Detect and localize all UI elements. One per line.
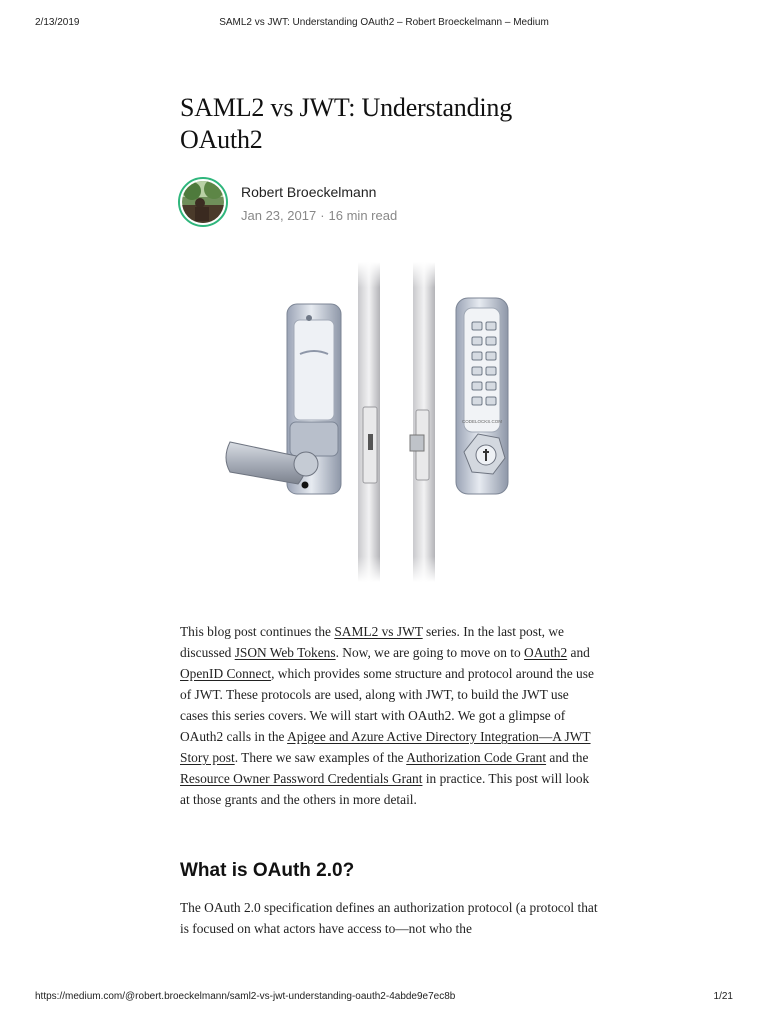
link-resource-owner-password-grant[interactable]: Resource Owner Password Credentials Grant (180, 771, 423, 786)
print-header (0, 17, 768, 31)
oauth-definition-paragraph: The OAuth 2.0 specification defines an authorization protocol (a protocol that is focused on what actors have access to—not who the (180, 900, 598, 936)
intro-text-8: in practice. This post will look at those grants and the others in more detail. (180, 771, 590, 807)
post-date: Jan 23, 2017 (241, 208, 317, 223)
read-time: 16 min read (328, 208, 398, 223)
intro-text-6: . There we saw examples of the (234, 750, 407, 765)
article-title: SAML2 vs JWT: Understanding OAuth2 (180, 93, 513, 154)
print-date: 2/13/2019 (35, 17, 80, 28)
link-json-web-tokens[interactable]: JSON Web Tokens (234, 645, 336, 660)
intro-text-2: series. In the last post, we discussed (180, 624, 564, 660)
intro-text-5: , which provides some structure and protocol around the use of JWT. These protocols are used, along with JWT, to build the JWT use cases this series covers. We will start with OAuth2. We got a glimpse of OAuth2 calls in the (180, 666, 594, 744)
intro-paragraph (180, 621, 598, 810)
intro-text-7: and the (546, 750, 589, 765)
intro-text-4: and (567, 645, 590, 660)
link-authorization-code-grant[interactable]: Authorization Code Grant (406, 750, 547, 765)
section-heading-what-is-oauth: What is OAuth 2.0? (180, 860, 355, 881)
print-url: https://medium.com/@robert.broeckelmann/saml2-vs-jwt-understanding-oauth2-4abde9e7ec8b (35, 991, 456, 1002)
author-avatar[interactable] (178, 177, 228, 227)
link-apigee-azure-post[interactable]: Apigee and Azure Active Directory Integration—A JWT Story post (180, 729, 591, 765)
hero-image-door-locks (210, 262, 550, 582)
intro-text-1: This blog post continues the (180, 624, 335, 639)
print-page-number: 1/21 (713, 991, 733, 1002)
intro-text-3: . Now, we are going to move on to (335, 645, 525, 660)
print-footer (0, 991, 768, 1005)
avatar-photo-icon (182, 181, 224, 223)
lock-brand-text: CODELOCKS.COM (461, 419, 503, 424)
meta-separator: · (320, 208, 325, 223)
link-openid-connect[interactable]: OpenID Connect (180, 666, 272, 681)
print-page-title: SAML2 vs JWT: Understanding OAuth2 – Robert Broeckelmann – Medium (219, 17, 549, 28)
post-meta (241, 208, 397, 223)
author-name-link[interactable]: Robert Broeckelmann (241, 184, 377, 200)
link-saml2-vs-jwt[interactable]: SAML2 vs JWT (334, 624, 423, 639)
link-oauth2[interactable]: OAuth2 (524, 645, 568, 660)
